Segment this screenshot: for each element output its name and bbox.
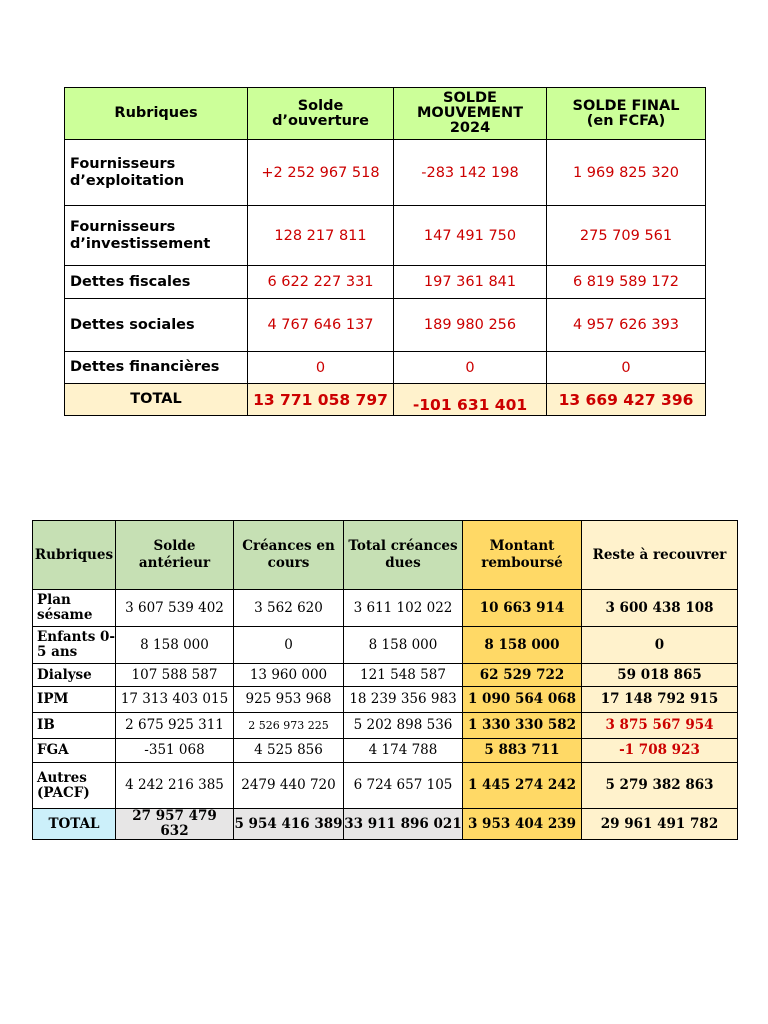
header-label: Rubriques: [34, 546, 114, 563]
refunded-amount: 5 883 711: [463, 739, 582, 763]
previous-balance: 17 313 403 015: [116, 687, 234, 713]
remaining-amount: 3 600 438 108: [582, 590, 738, 627]
final-balance: 0: [547, 352, 706, 384]
table-row: [33, 739, 738, 763]
table-row: [65, 140, 706, 206]
total-row: [33, 809, 738, 840]
previous-balance: 3 607 539 402: [116, 590, 234, 627]
remaining-amount: 5 279 382 863: [582, 763, 738, 809]
row-label: IPM: [33, 687, 116, 713]
table-row: [33, 763, 738, 809]
table-row: [33, 664, 738, 687]
row-label: Dettes fiscales: [65, 266, 248, 299]
current-receivables: 925 953 968: [234, 687, 344, 713]
table-row: [65, 266, 706, 299]
remaining-amount: -1 708 923: [582, 739, 738, 763]
header-label: SOLDE FINAL (en FCFA): [572, 97, 680, 129]
row-label: Dialyse: [33, 664, 116, 687]
current-receivables: 4 525 856: [234, 739, 344, 763]
movement-balance: 189 980 256: [394, 299, 547, 352]
table-row: [33, 590, 738, 627]
refunded-amount: 1 090 564 068: [463, 687, 582, 713]
total-due: 4 174 788: [344, 739, 463, 763]
opening-balance: 0: [248, 352, 394, 384]
header-solde-anterieur: [116, 521, 234, 590]
refunded-amount: 10 663 914: [463, 590, 582, 627]
row-label: Enfants 0- 5 ans: [33, 627, 116, 664]
header-label: SOLDE MOUVEMENT 2024: [416, 90, 524, 136]
header-rubriques: [65, 88, 248, 140]
movement-balance: 197 361 841: [394, 266, 547, 299]
refunded-amount: 8 158 000: [463, 627, 582, 664]
previous-balance: -351 068: [116, 739, 234, 763]
receivables-table: [32, 520, 738, 840]
remaining-amount: 0: [582, 627, 738, 664]
table-row: [33, 687, 738, 713]
total-label: TOTAL: [33, 809, 116, 840]
header-label: Solde d’ouverture: [272, 97, 369, 129]
final-balance: 6 819 589 172: [547, 266, 706, 299]
total-movement: -101 631 401: [394, 384, 547, 416]
total-label: TOTAL: [65, 384, 248, 416]
opening-balance: 6 622 227 331: [248, 266, 394, 299]
total-due: 18 239 356 983: [344, 687, 463, 713]
current-receivables: 3 562 620: [234, 590, 344, 627]
header-creances-en-cours: [234, 521, 344, 590]
opening-balance: +2 252 967 518: [248, 140, 394, 206]
row-label: Autres (PACF): [33, 763, 116, 809]
receivables-table-header: [33, 521, 738, 590]
refunded-amount: 1 445 274 242: [463, 763, 582, 809]
header-rubriques: [33, 521, 116, 590]
refunded-amount: 1 330 330 582: [463, 713, 582, 739]
table-row: [65, 352, 706, 384]
final-balance: 1 969 825 320: [547, 140, 706, 206]
opening-balance: 4 767 646 137: [248, 299, 394, 352]
final-balance: 4 957 626 393: [547, 299, 706, 352]
debts-table-header: [65, 88, 706, 140]
header-label: Reste à recouvrer: [592, 546, 727, 563]
total-opening: 13 771 058 797: [248, 384, 394, 416]
table-row: [33, 627, 738, 664]
total-due: 33 911 896 021: [344, 809, 463, 840]
remaining-amount: 3 875 567 954: [582, 713, 738, 739]
total-due: 5 202 898 536: [344, 713, 463, 739]
previous-balance: 2 675 925 311: [116, 713, 234, 739]
header-total-creances: [344, 521, 463, 590]
header-solde-ouverture: [248, 88, 394, 140]
header-reste-a-recouvrer: [582, 521, 738, 590]
row-label: Plan sésame: [33, 590, 116, 627]
header-label: Solde antérieur: [138, 538, 211, 571]
row-label: IB: [33, 713, 116, 739]
header-label: Créances en cours: [242, 538, 335, 571]
previous-balance: 107 588 587: [116, 664, 234, 687]
header-label: Montant remboursé: [481, 538, 563, 571]
row-label: Dettes sociales: [65, 299, 248, 352]
table-row: [65, 299, 706, 352]
remaining-amount: 59 018 865: [582, 664, 738, 687]
current-receivables: 0: [234, 627, 344, 664]
previous-balance: 4 242 216 385: [116, 763, 234, 809]
header-label: Total créances dues: [348, 538, 458, 571]
total-due: 8 158 000: [344, 627, 463, 664]
movement-balance: 0: [394, 352, 547, 384]
row-label: Fournisseurs d’exploitation: [65, 140, 248, 206]
header-montant-rembourse: [463, 521, 582, 590]
table-row: [33, 713, 738, 739]
total-refunded: 3 953 404 239: [463, 809, 582, 840]
total-remaining: 29 961 491 782: [582, 809, 738, 840]
movement-balance: 147 491 750: [394, 206, 547, 266]
table-row: [65, 206, 706, 266]
total-due: 6 724 657 105: [344, 763, 463, 809]
current-receivables: 2479 440 720: [234, 763, 344, 809]
total-due: 3 611 102 022: [344, 590, 463, 627]
movement-balance: -283 142 198: [394, 140, 547, 206]
total-due: 121 548 587: [344, 664, 463, 687]
total-previous-balance: 27 957 479 632: [116, 809, 234, 840]
header-solde-mouvement: [394, 88, 547, 140]
header-label: Rubriques: [114, 105, 198, 121]
row-label: Fournisseurs d’investissement: [65, 206, 248, 266]
debts-table: [64, 87, 706, 416]
total-final: 13 669 427 396: [547, 384, 706, 416]
header-solde-final: [547, 88, 706, 140]
total-row: [65, 384, 706, 416]
opening-balance: 128 217 811: [248, 206, 394, 266]
previous-balance: 8 158 000: [116, 627, 234, 664]
current-receivables: 2 526 973 225: [234, 713, 344, 739]
row-label: FGA: [33, 739, 116, 763]
row-label: Dettes financières: [65, 352, 248, 384]
total-current-receivables: 5 954 416 389: [234, 809, 344, 840]
current-receivables: 13 960 000: [234, 664, 344, 687]
remaining-amount: 17 148 792 915: [582, 687, 738, 713]
refunded-amount: 62 529 722: [463, 664, 582, 687]
final-balance: 275 709 561: [547, 206, 706, 266]
